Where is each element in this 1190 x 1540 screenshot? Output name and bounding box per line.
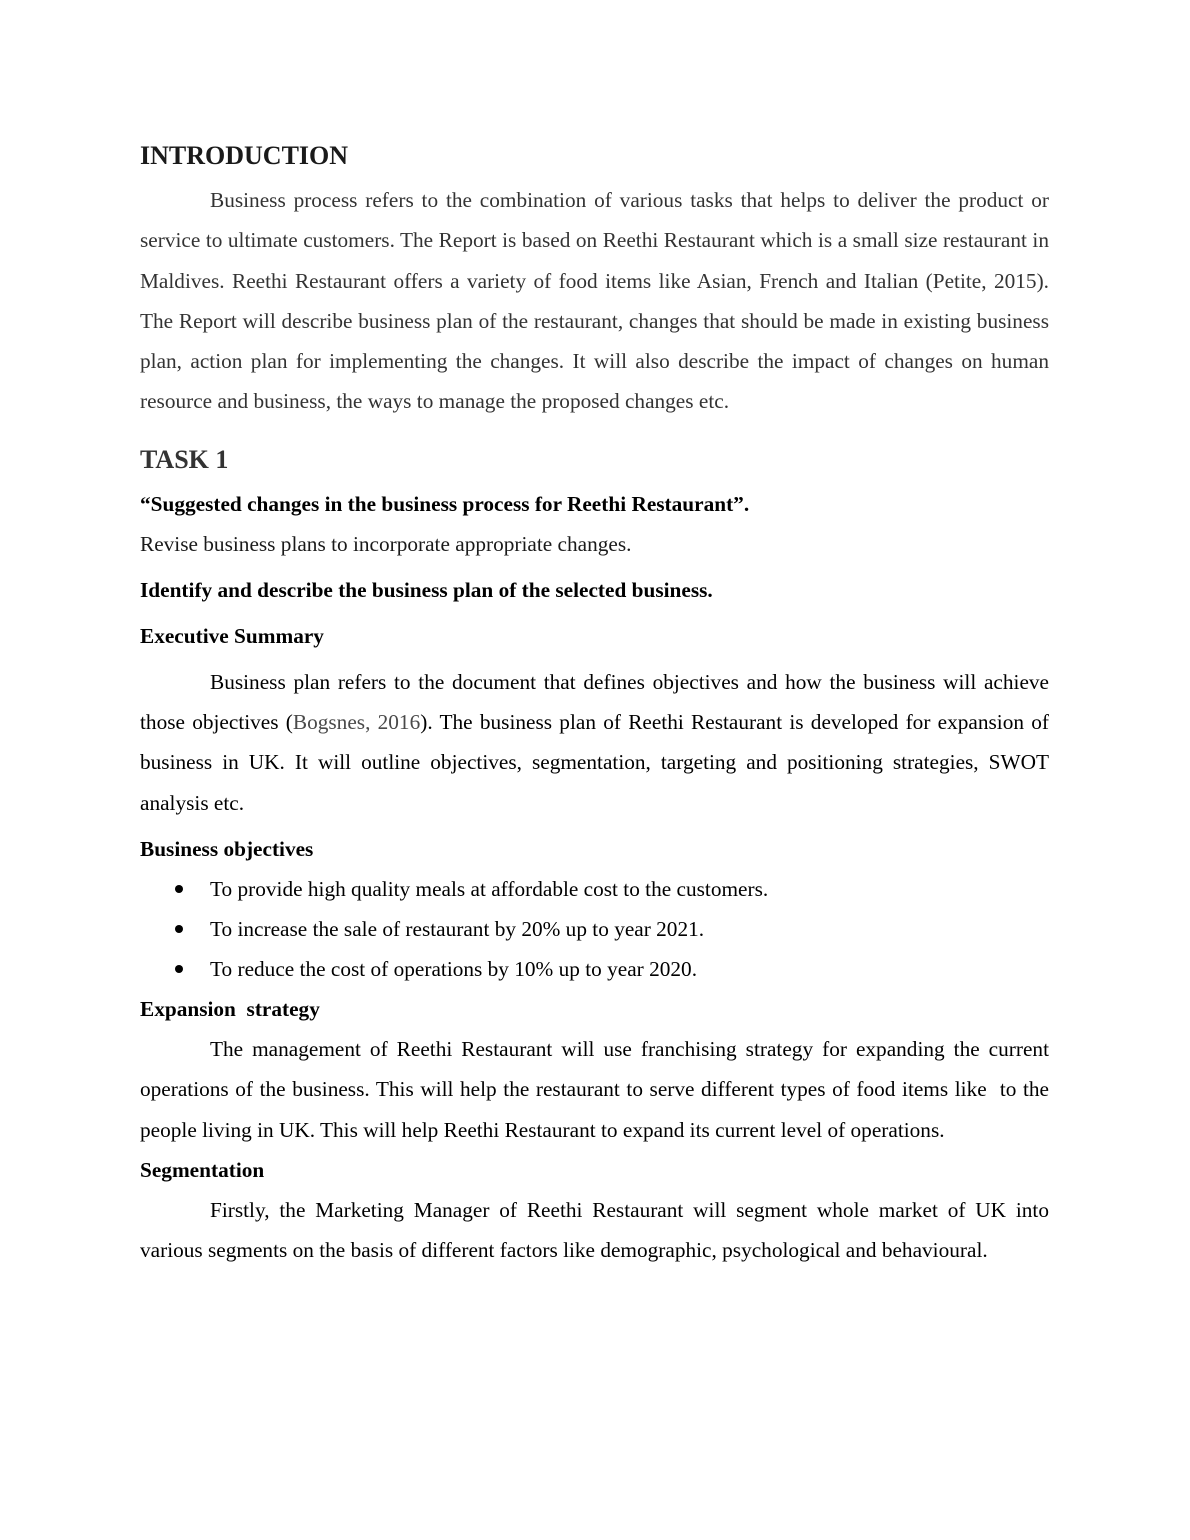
executive-summary-citation: Bogsnes, 2016: [292, 710, 421, 735]
introduction-paragraph: Business process refers to the combination of various tasks that helps to deliver the product or service to ultimate customers. The Report is based on Reethi Restaurant which is a small size restaurant in Maldives. Reethi Restaurant offers a variety of food items like Asian, French and Italian (Petite, 2015). The Report will describe business plan of the restaurant, changes that should be made in existing business plan, action plan for implementing the changes. It will also describe the impact of changes on human resource and business, the ways to manage the proposed changes etc.: [140, 188, 1049, 414]
segmentation-paragraph: Firstly, the Marketing Manager of Reethi Restaurant will segment whole market of UK into various segments on the basis of different factors like demographic, psychological and behavioural.: [140, 1197, 1049, 1263]
list-item-text: To provide high quality meals at affordable cost to the customers.: [210, 876, 769, 901]
executive-summary-heading: Executive Summary: [140, 623, 324, 648]
list-item: [140, 909, 1049, 949]
bullet-icon: [175, 885, 183, 893]
expansion-strategy-heading: Expansion strategy: [140, 996, 320, 1021]
document-page: [140, 138, 1055, 1270]
executive-summary-text-before: Business plan refers to the document that defines objectives and how the business will achieve those objectives (: [140, 669, 1049, 735]
introduction-heading: INTRODUCTION: [140, 141, 349, 170]
task1-question: Identify and describe the business plan of the selected business.: [140, 577, 713, 602]
list-item: [140, 869, 1049, 909]
segmentation-heading: Segmentation: [140, 1157, 265, 1182]
bullet-icon: [175, 965, 183, 973]
task1-heading: TASK 1: [140, 444, 229, 474]
list-item: [140, 949, 1049, 989]
business-objectives-heading: Business objectives: [140, 836, 314, 861]
executive-summary-text-after: ). The business plan of Reethi Restaurant is developed for expansion of business in UK. It will outline objectives, segmentation, targeting and positioning strategies, SWOT analysis etc.: [140, 710, 1049, 815]
executive-summary-paragraph: [140, 662, 1049, 823]
bullet-icon: [175, 925, 183, 933]
list-item-text: To reduce the cost of operations by 10% up to year 2020.: [210, 956, 698, 981]
list-item-text: To increase the sale of restaurant by 20% up to year 2021.: [210, 916, 705, 941]
task1-subtitle: “Suggested changes in the business process for Reethi Restaurant”.: [140, 491, 750, 516]
task1-instruction: Revise business plans to incorporate appropriate changes.: [140, 531, 632, 556]
expansion-strategy-paragraph: The management of Reethi Restaurant will use franchising strategy for expanding the current operations of the business. This will help the restaurant to serve different types of food items like to the people living in UK. This will help Reethi Restaurant to expand its current level of operations.: [140, 1036, 1055, 1142]
business-objectives-list: [140, 869, 1049, 989]
